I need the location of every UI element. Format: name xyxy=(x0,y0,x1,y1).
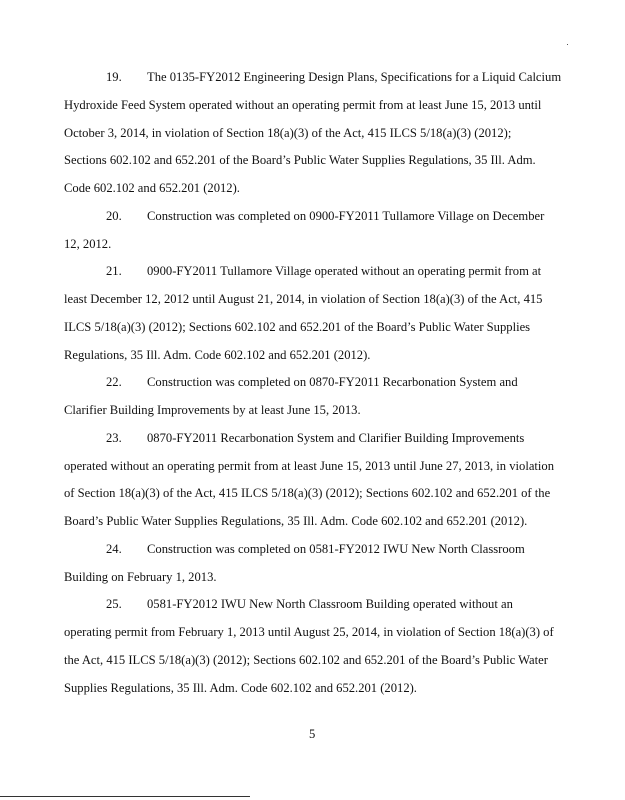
paragraph-number: 22. xyxy=(106,375,122,390)
paragraph-number: 23. xyxy=(106,430,122,445)
paragraph-line: Hydroxide Feed System operated without an operating permit from at least June 15, 2013 until xyxy=(64,97,542,112)
paragraph-line: Construction was completed on 0900-FY2011 Tullamore Village on December xyxy=(147,208,545,223)
paragraph-line: the Act, 415 ILCS 5/18(a)(3) (2012); Sections 602.102 and 652.201 of the Board’s Public Water xyxy=(64,652,548,667)
paragraph-line: Building on February 1, 2013. xyxy=(64,569,217,584)
paragraph-line: 0581-FY2012 IWU New North Classroom Building operated without an xyxy=(147,597,513,612)
paragraph-line: operating permit from February 1, 2013 until August 25, 2014, in violation of Section 18(a)(3) of xyxy=(64,625,554,639)
paragraph-number: 24. xyxy=(106,541,122,556)
footer-rule xyxy=(0,796,250,797)
paragraph-line: Code 602.102 and 652.201 (2012). xyxy=(64,181,240,195)
paragraph-line: The 0135-FY2012 Engineering Design Plans, Specifications for a Liquid Calcium xyxy=(147,70,562,84)
paragraph-number: 20. xyxy=(106,208,122,223)
paragraph-number: 21. xyxy=(106,264,122,279)
paragraph-line: least December 12, 2012 until August 21, 2014, in violation of Section 18(a)(3) of the Act, 415 xyxy=(64,292,543,306)
paragraph-line: operated without an operating permit from at least June 15, 2013 until June 27, 2013, in violation xyxy=(64,458,555,473)
paragraph-line: 0870-FY2011 Recarbonation System and Clarifier Building Improvements xyxy=(147,430,525,445)
scan-speck xyxy=(567,44,568,45)
paragraph-line: Construction was completed on 0581-FY2012 IWU New North Classroom xyxy=(147,541,525,556)
paragraph-line: Board’s Public Water Supplies Regulations, 35 Ill. Adm. Code 602.102 and 652.201 (2012). xyxy=(64,514,528,528)
paragraph-line: 12, 2012. xyxy=(64,236,112,251)
paragraph-number: 25. xyxy=(106,597,122,612)
paragraph-line: ILCS 5/18(a)(3) (2012); Sections 602.102 and 652.201 of the Board’s Public Water Supplies xyxy=(64,319,531,334)
page-number: 5 xyxy=(309,727,316,741)
paragraph-line: Supplies Regulations, 35 Ill. Adm. Code 602.102 and 652.201 (2012). xyxy=(64,680,417,695)
paragraph-number: 19. xyxy=(106,70,122,84)
paragraph-line: October 3, 2014, in violation of Section 18(a)(3) of the Act, 415 ILCS 5/18(a)(3) (2012); xyxy=(64,125,512,140)
paragraph-line: Regulations, 35 Ill. Adm. Code 602.102 and 652.201 (2012). xyxy=(64,347,371,362)
paragraph-line: of Section 18(a)(3) of the Act, 415 ILCS 5/18(a)(3) (2012); Sections 602.102 and 652.201 of the xyxy=(64,486,551,501)
paragraph-line: Construction was completed on 0870-FY2011 Recarbonation System and xyxy=(147,375,518,390)
paragraph-line: Clarifier Building Improvements by at least June 15, 2013. xyxy=(64,403,361,417)
paragraph-line: 0900-FY2011 Tullamore Village operated without an operating permit from at xyxy=(147,264,542,279)
paragraph-line: Sections 602.102 and 652.201 of the Board’s Public Water Supplies Regulations, 35 Ill. Adm. xyxy=(64,153,536,168)
